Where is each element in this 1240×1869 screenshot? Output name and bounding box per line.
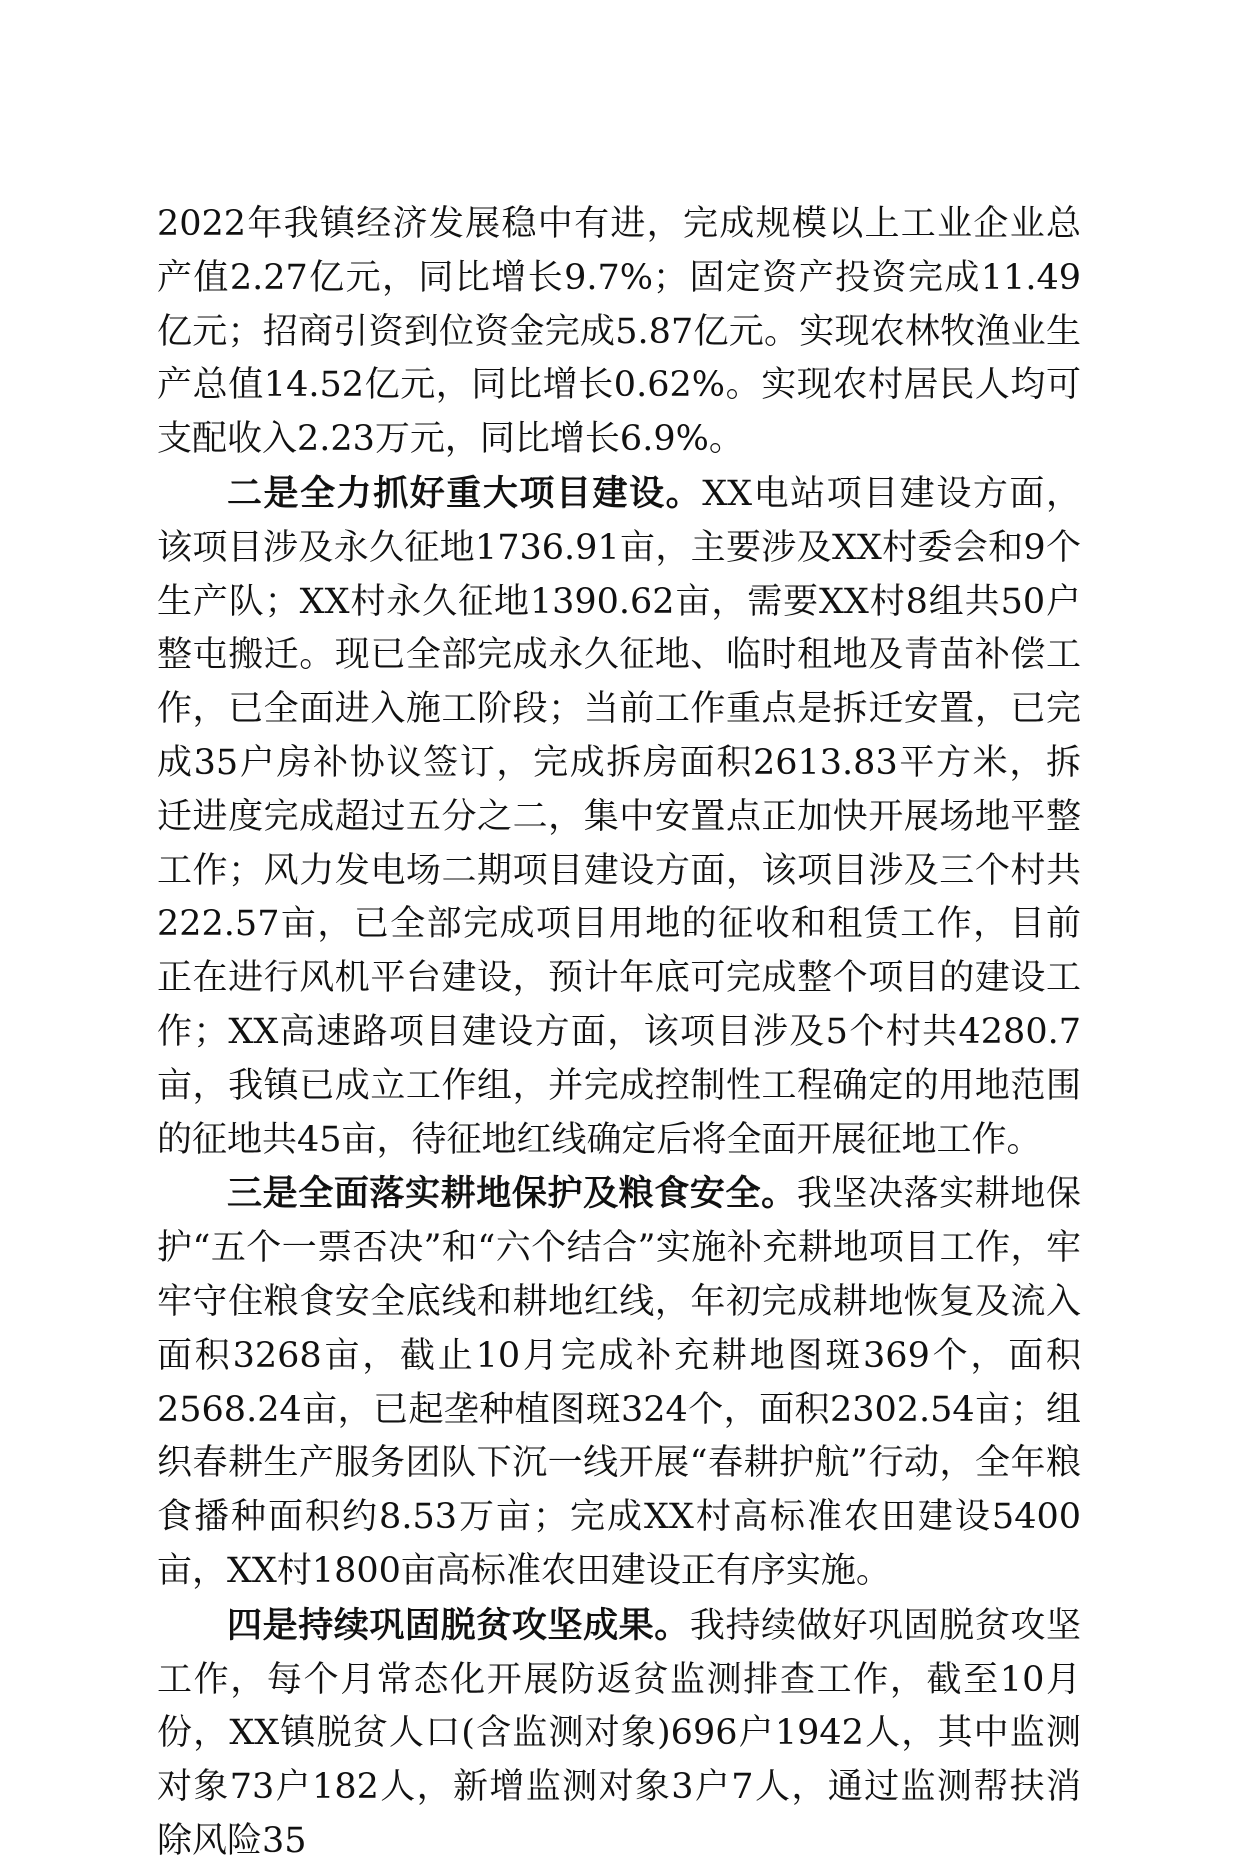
paragraph-body: 我坚决落实耕地保护“五个一票否决”和“六个结合”实施补充耕地项目工作，牢牢守住粮食安全底线和耕地红线，年初完成耕地恢复及流入面积3268亩，截止10月完成补充耕地图斑369个，面积2568.24亩，已起垄种植图斑324个，面积2302.54亩；组织春耕生产服务团队下沉一线开展“春耕护航”行动，全年粮食播种面积约8.53万亩；完成XX村高标准农田建设5400亩，XX村1800亩高标准农田建设正有序实施。 bbox=[157, 1174, 1081, 1591]
paragraph-body: XX电站项目建设方面，该项目涉及永久征地1736.91亩，主要涉及XX村委会和9个生产队；XX村永久征地1390.62亩，需要XX村8组共50户整屯搬迁。现已全部完成永久征地、临时租地及青苗补偿工作，已全面进入施工阶段；当前工作重点是拆迁安置，已完成35户房补协议签订，完成拆房面积2613.83平方米，拆迁进度完成超过五分之二，集中安置点正加快开展场地平整工作；风力发电场二期项目建设方面，该项目涉及三个村共222.57亩，已全部完成项目用地的征收和租赁工作，目前正在进行风机平台建设，预计年底可完成整个项目的建设工作；XX高速路项目建设方面，该项目涉及5个村共4280.7亩，我镇已成立工作组，并完成控制性工程确定的用地范围的征地共45亩，待征地红线确定后将全面开展征地工作。 bbox=[157, 473, 1081, 1160]
paragraph-major-projects bbox=[157, 467, 1081, 1167]
paragraph-body: 2022年我镇经济发展稳中有进，完成规模以上工业企业总产值2.27亿元，同比增长9.7%；固定资产投资完成11.49亿元；招商引资到位资金完成5.87亿元。实现农林牧渔业生产总值14.52亿元，同比增长0.62%。实现农村居民人均可支配收入2.23万元，同比增长6.9%。 bbox=[157, 204, 1081, 460]
paragraph-economy bbox=[157, 198, 1081, 467]
paragraph-heading: 三是全面落实耕地保护及粮食安全。 bbox=[227, 1173, 797, 1215]
paragraph-poverty-alleviation bbox=[157, 1599, 1081, 1869]
document-page bbox=[157, 198, 1081, 1869]
paragraph-farmland-protection bbox=[157, 1167, 1081, 1598]
paragraph-body: 我持续做好巩固脱贫攻坚工作，每个月常态化开展防返贫监测排查工作，截至10月份，XX镇脱贫人口(含监测对象)696户1942人，其中监测对象73户182人，新增监测对象3户7人，通过监测帮扶消除风险35 bbox=[157, 1605, 1081, 1861]
paragraph-heading: 四是持续巩固脱贫攻坚成果。 bbox=[227, 1604, 690, 1646]
paragraph-heading: 二是全力抓好重大项目建设。 bbox=[227, 472, 703, 514]
